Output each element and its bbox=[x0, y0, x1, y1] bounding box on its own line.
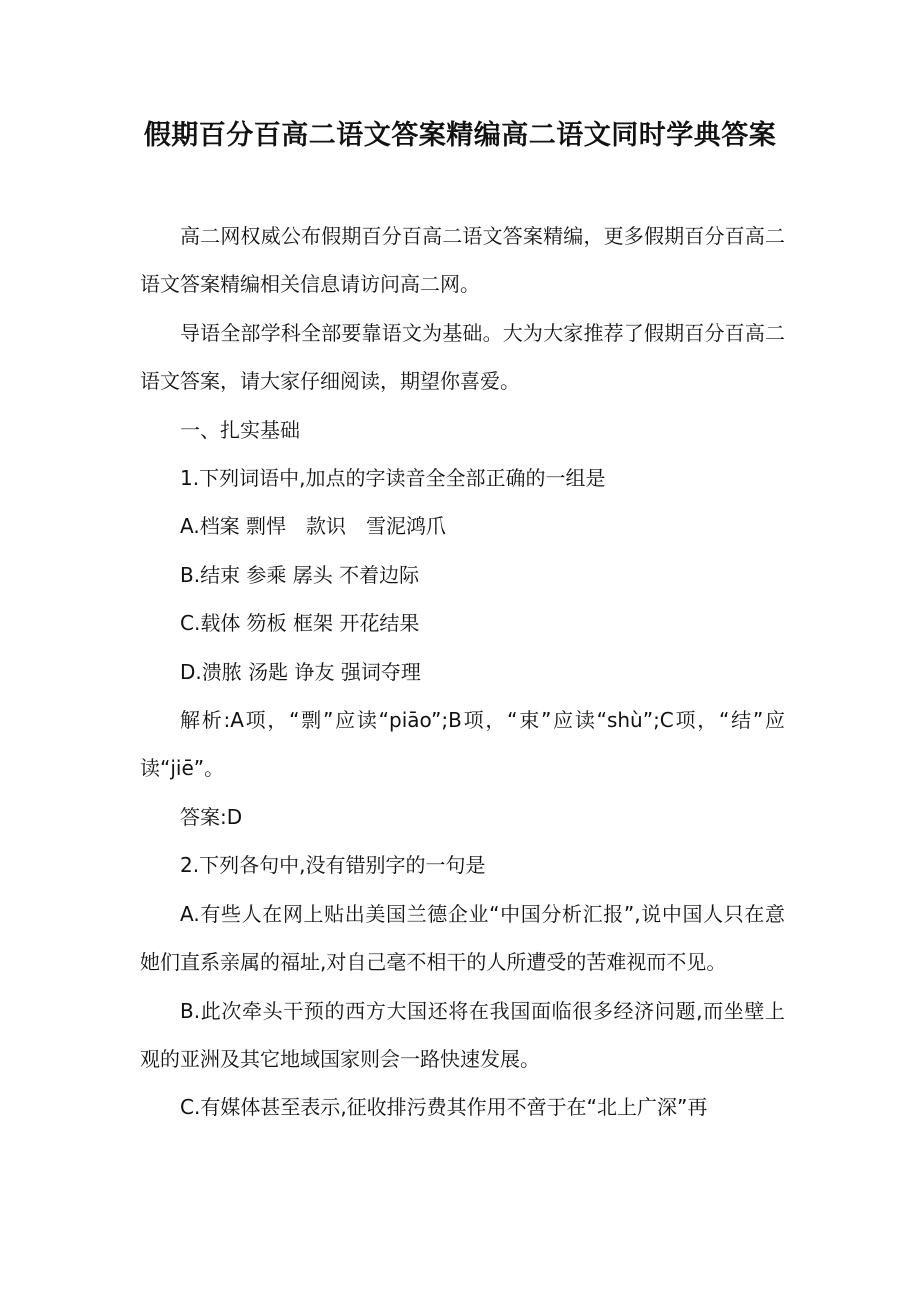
question-1-option-b: B.结束 参乘 孱头 不着边际 bbox=[180, 562, 420, 587]
document-body bbox=[140, 212, 785, 1132]
question-2-option-c: C.有媒体甚至表示,征收排污费其作用不啻于在“北上广深”再 bbox=[180, 1095, 708, 1120]
question-1-analysis: 解析:A项，“剽”应读“piāo”;B项，“束”应读“shù”;C项，“结”应读“jiē”。 bbox=[140, 708, 785, 781]
document-title: 假期百分百高二语文答案精编高二语文同时学典答案 bbox=[143, 120, 777, 151]
question-1-option-c: C.载体 笏板 框架 开花结果 bbox=[180, 611, 420, 636]
lead-paragraph: 导语全部学科全部要靠语文为基础。大为大家推荐了假期百分百高二语文答案，请大家仔细阅读，期望你喜爱。 bbox=[140, 320, 785, 394]
question-1-option-a: A.档案 剽悍 款识 雪泥鸿爪 bbox=[180, 514, 447, 539]
section-heading: 一、扎实基础 bbox=[180, 417, 300, 442]
question-2-option-a: A.有些人在网上贴出美国兰德企业“中国分析汇报”,说中国人只在意她们直系亲属的福址,对自己毫不相干的人所遭受的苦难视而不见。 bbox=[140, 901, 785, 975]
intro-paragraph: 高二网权威公布假期百分百高二语文答案精编，更多假期百分百高二语文答案精编相关信息请访问高二网。 bbox=[140, 224, 785, 297]
question-1-option-d: D.溃脓 汤匙 诤友 强词夺理 bbox=[180, 659, 421, 684]
question-2-option-b: B.此次牵头干预的西方大国还将在我国面临很多经济问题,而坐壁上观的亚洲及其它地域国家则会一路快速发展。 bbox=[140, 998, 785, 1071]
question-2: 2.下列各句中,没有错别字的一句是 bbox=[180, 853, 486, 878]
question-1: 1.下列词语中,加点的字读音全全部正确的一组是 bbox=[180, 466, 606, 491]
question-1-answer: 答案:D bbox=[180, 804, 243, 829]
